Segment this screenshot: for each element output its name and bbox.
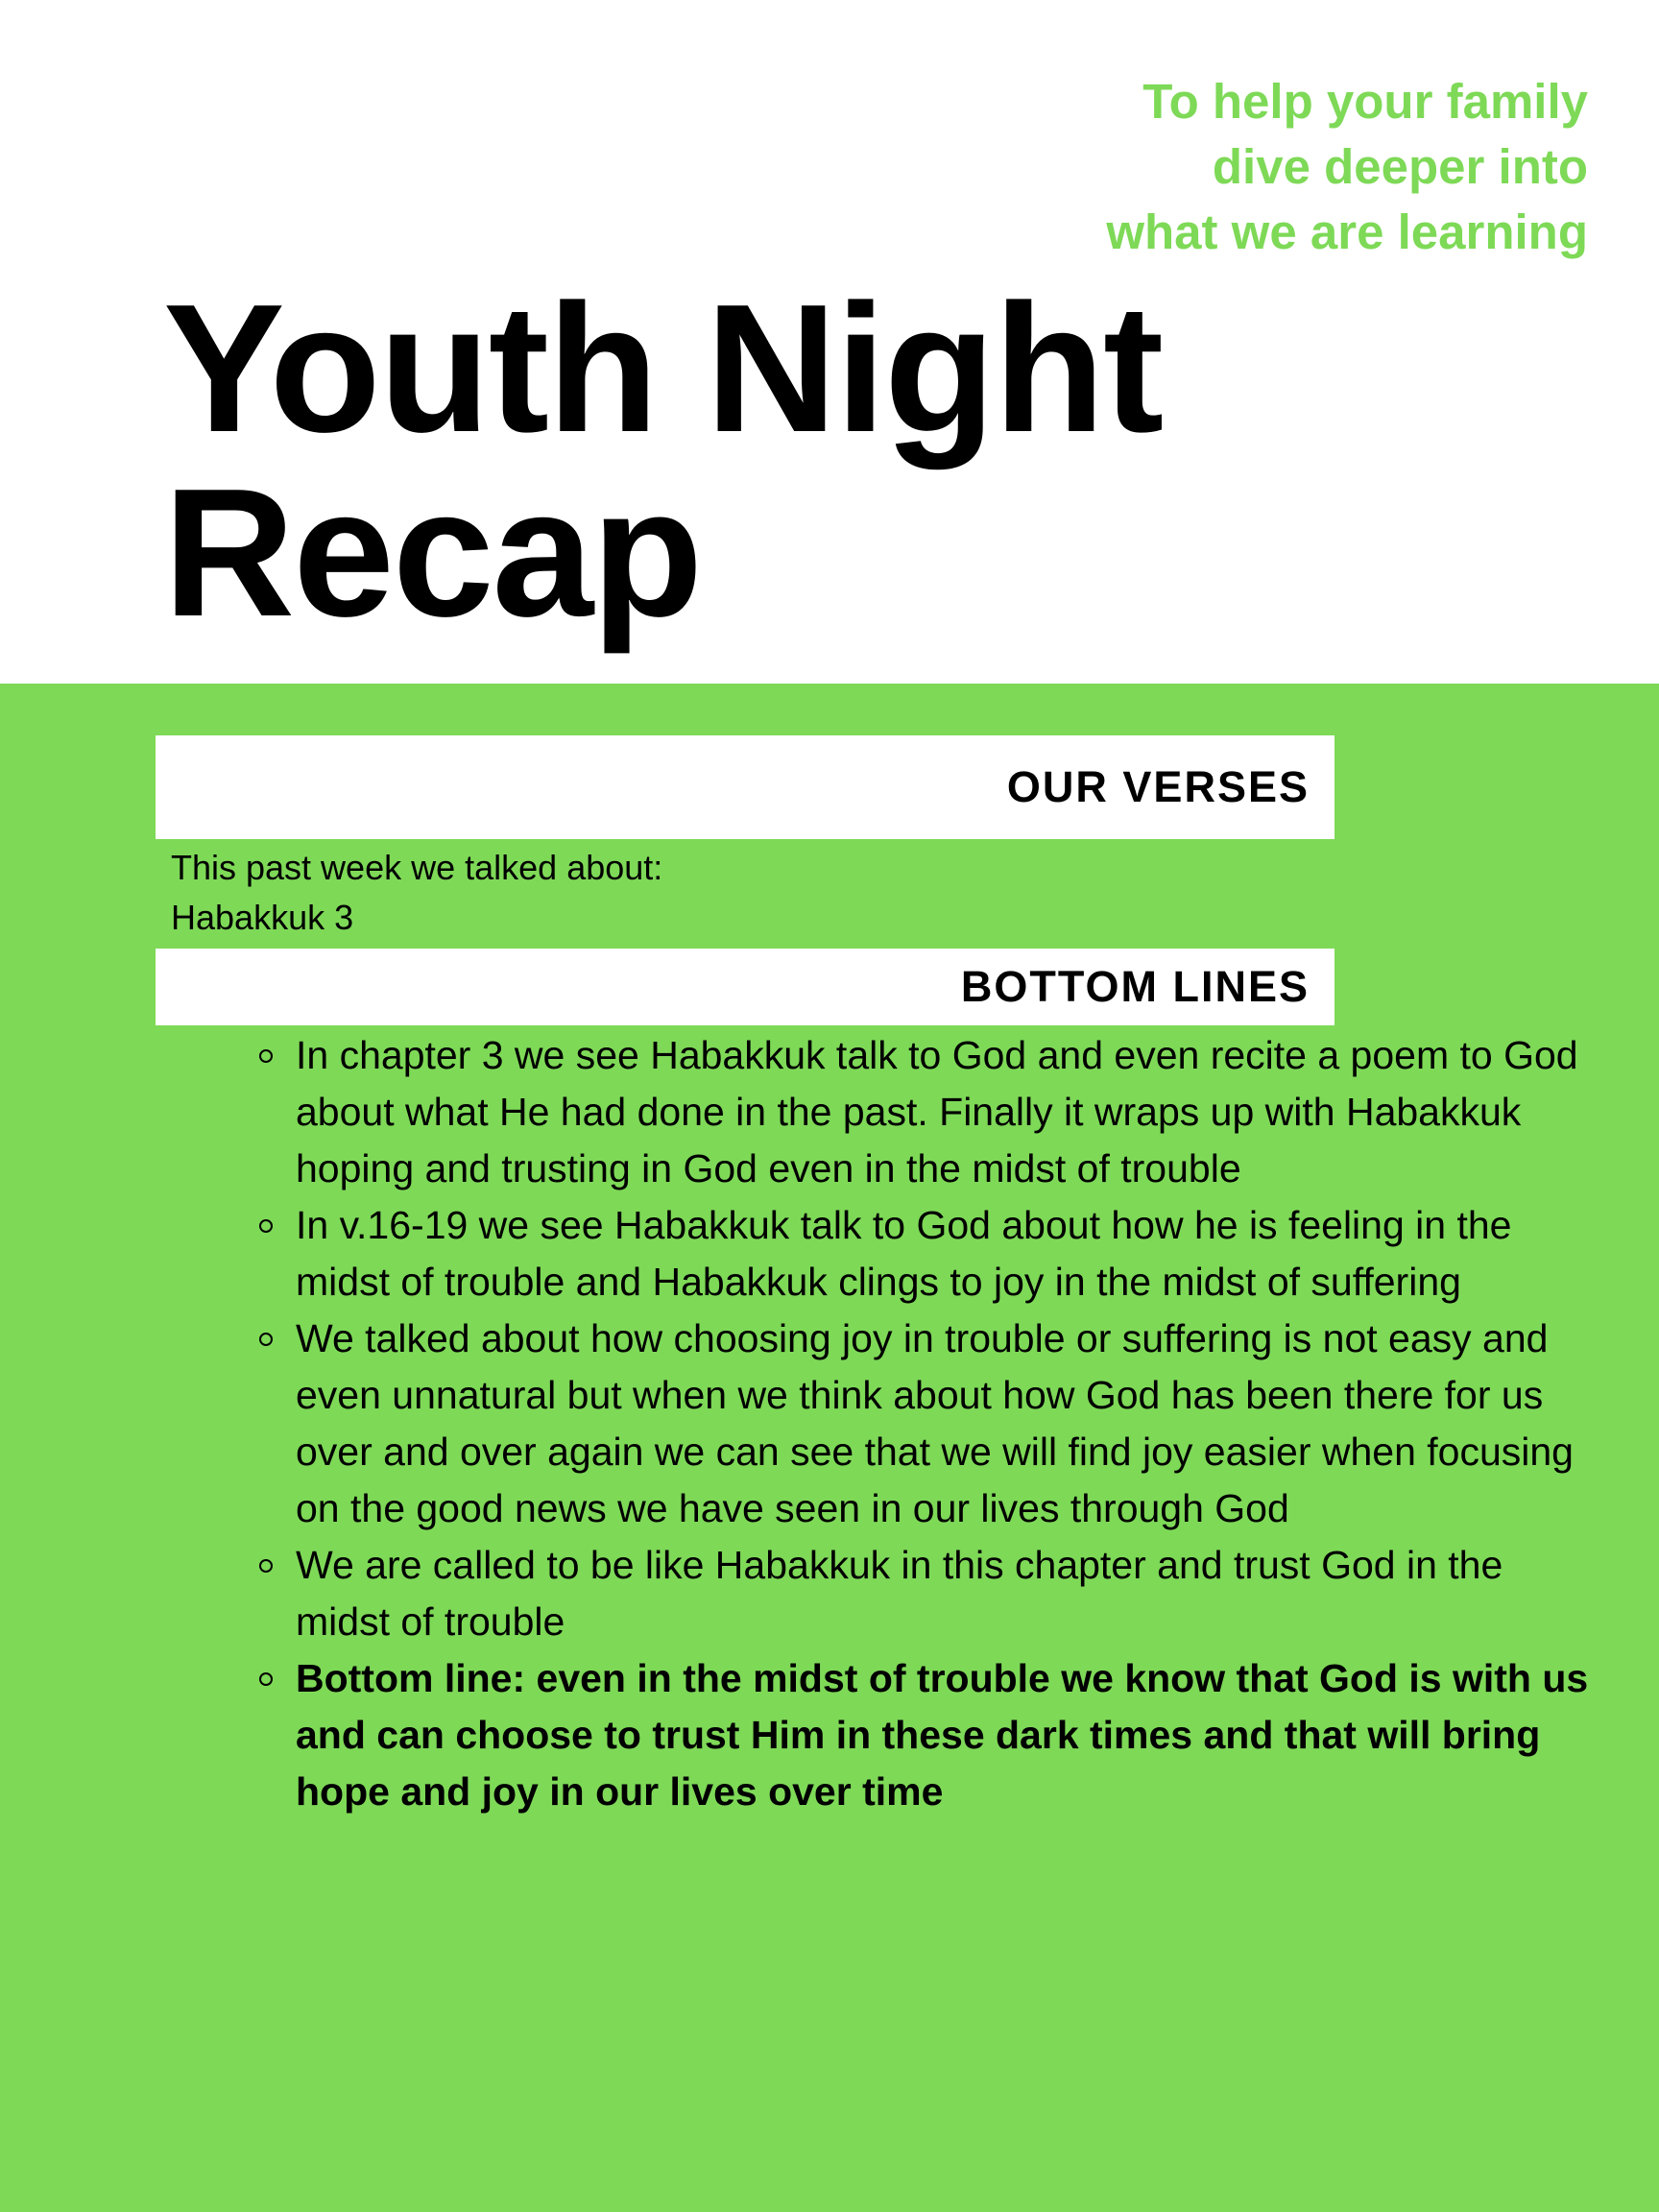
- bullet-circle-icon: [259, 1559, 273, 1573]
- bottom-lines-heading: BOTTOM LINES: [156, 949, 1334, 1025]
- tagline-line: dive deeper into: [1212, 139, 1588, 194]
- bullet-circle-icon: [259, 1219, 273, 1233]
- list-item: [259, 1537, 1603, 1650]
- list-item: [259, 1197, 1603, 1310]
- list-item: [259, 1310, 1603, 1537]
- list-item-text: In v.16-19 we see Habakkuk talk to God about how he is feeling in the midst of trouble and Habakkuk clings to joy in the midst of suffering: [296, 1203, 1512, 1304]
- bullet-circle-icon: [259, 1333, 273, 1346]
- list-item: [259, 1027, 1603, 1197]
- list-item-text: We talked about how choosing joy in trouble or suffering is not easy and even unnatural but when we think about how God has been there for us over and over again we can see that we will find joy easier when focusing on the good news we have seen in our lives through God: [296, 1316, 1574, 1530]
- verses-intro-text: This past week we talked about:: [171, 848, 663, 887]
- list-item-text: Bottom line: even in the midst of trouble we know that God is with us and can choose to trust Him in these dark times and that will bring hope and joy in our lives over time: [296, 1656, 1589, 1814]
- verses-reference: Habakkuk 3: [171, 898, 354, 937]
- bullet-circle-icon: [259, 1049, 273, 1063]
- tagline: [916, 69, 1588, 265]
- list-item-text: In chapter 3 we see Habakkuk talk to God and even recite a poem to God about what He had done in the past. Finally it wraps up with Habakkuk hoping and trusting in God even in the midst of trouble: [296, 1033, 1578, 1190]
- title-line: Youth Night: [163, 267, 1163, 470]
- tagline-line: To help your family: [1142, 74, 1588, 129]
- tagline-line: what we are learning: [1106, 204, 1588, 259]
- bottom-lines-list: [259, 1027, 1603, 1820]
- our-verses-heading: OUR VERSES: [156, 735, 1334, 839]
- list-item-bottom-line: [259, 1650, 1603, 1820]
- verses-intro: [171, 843, 662, 943]
- list-item-text: We are called to be like Habakkuk in this chapter and trust God in the midst of trouble: [296, 1543, 1503, 1644]
- title-line: Recap: [163, 451, 702, 655]
- page-title: [163, 267, 1163, 655]
- header-section: [0, 0, 1659, 684]
- bullet-circle-icon: [259, 1672, 273, 1686]
